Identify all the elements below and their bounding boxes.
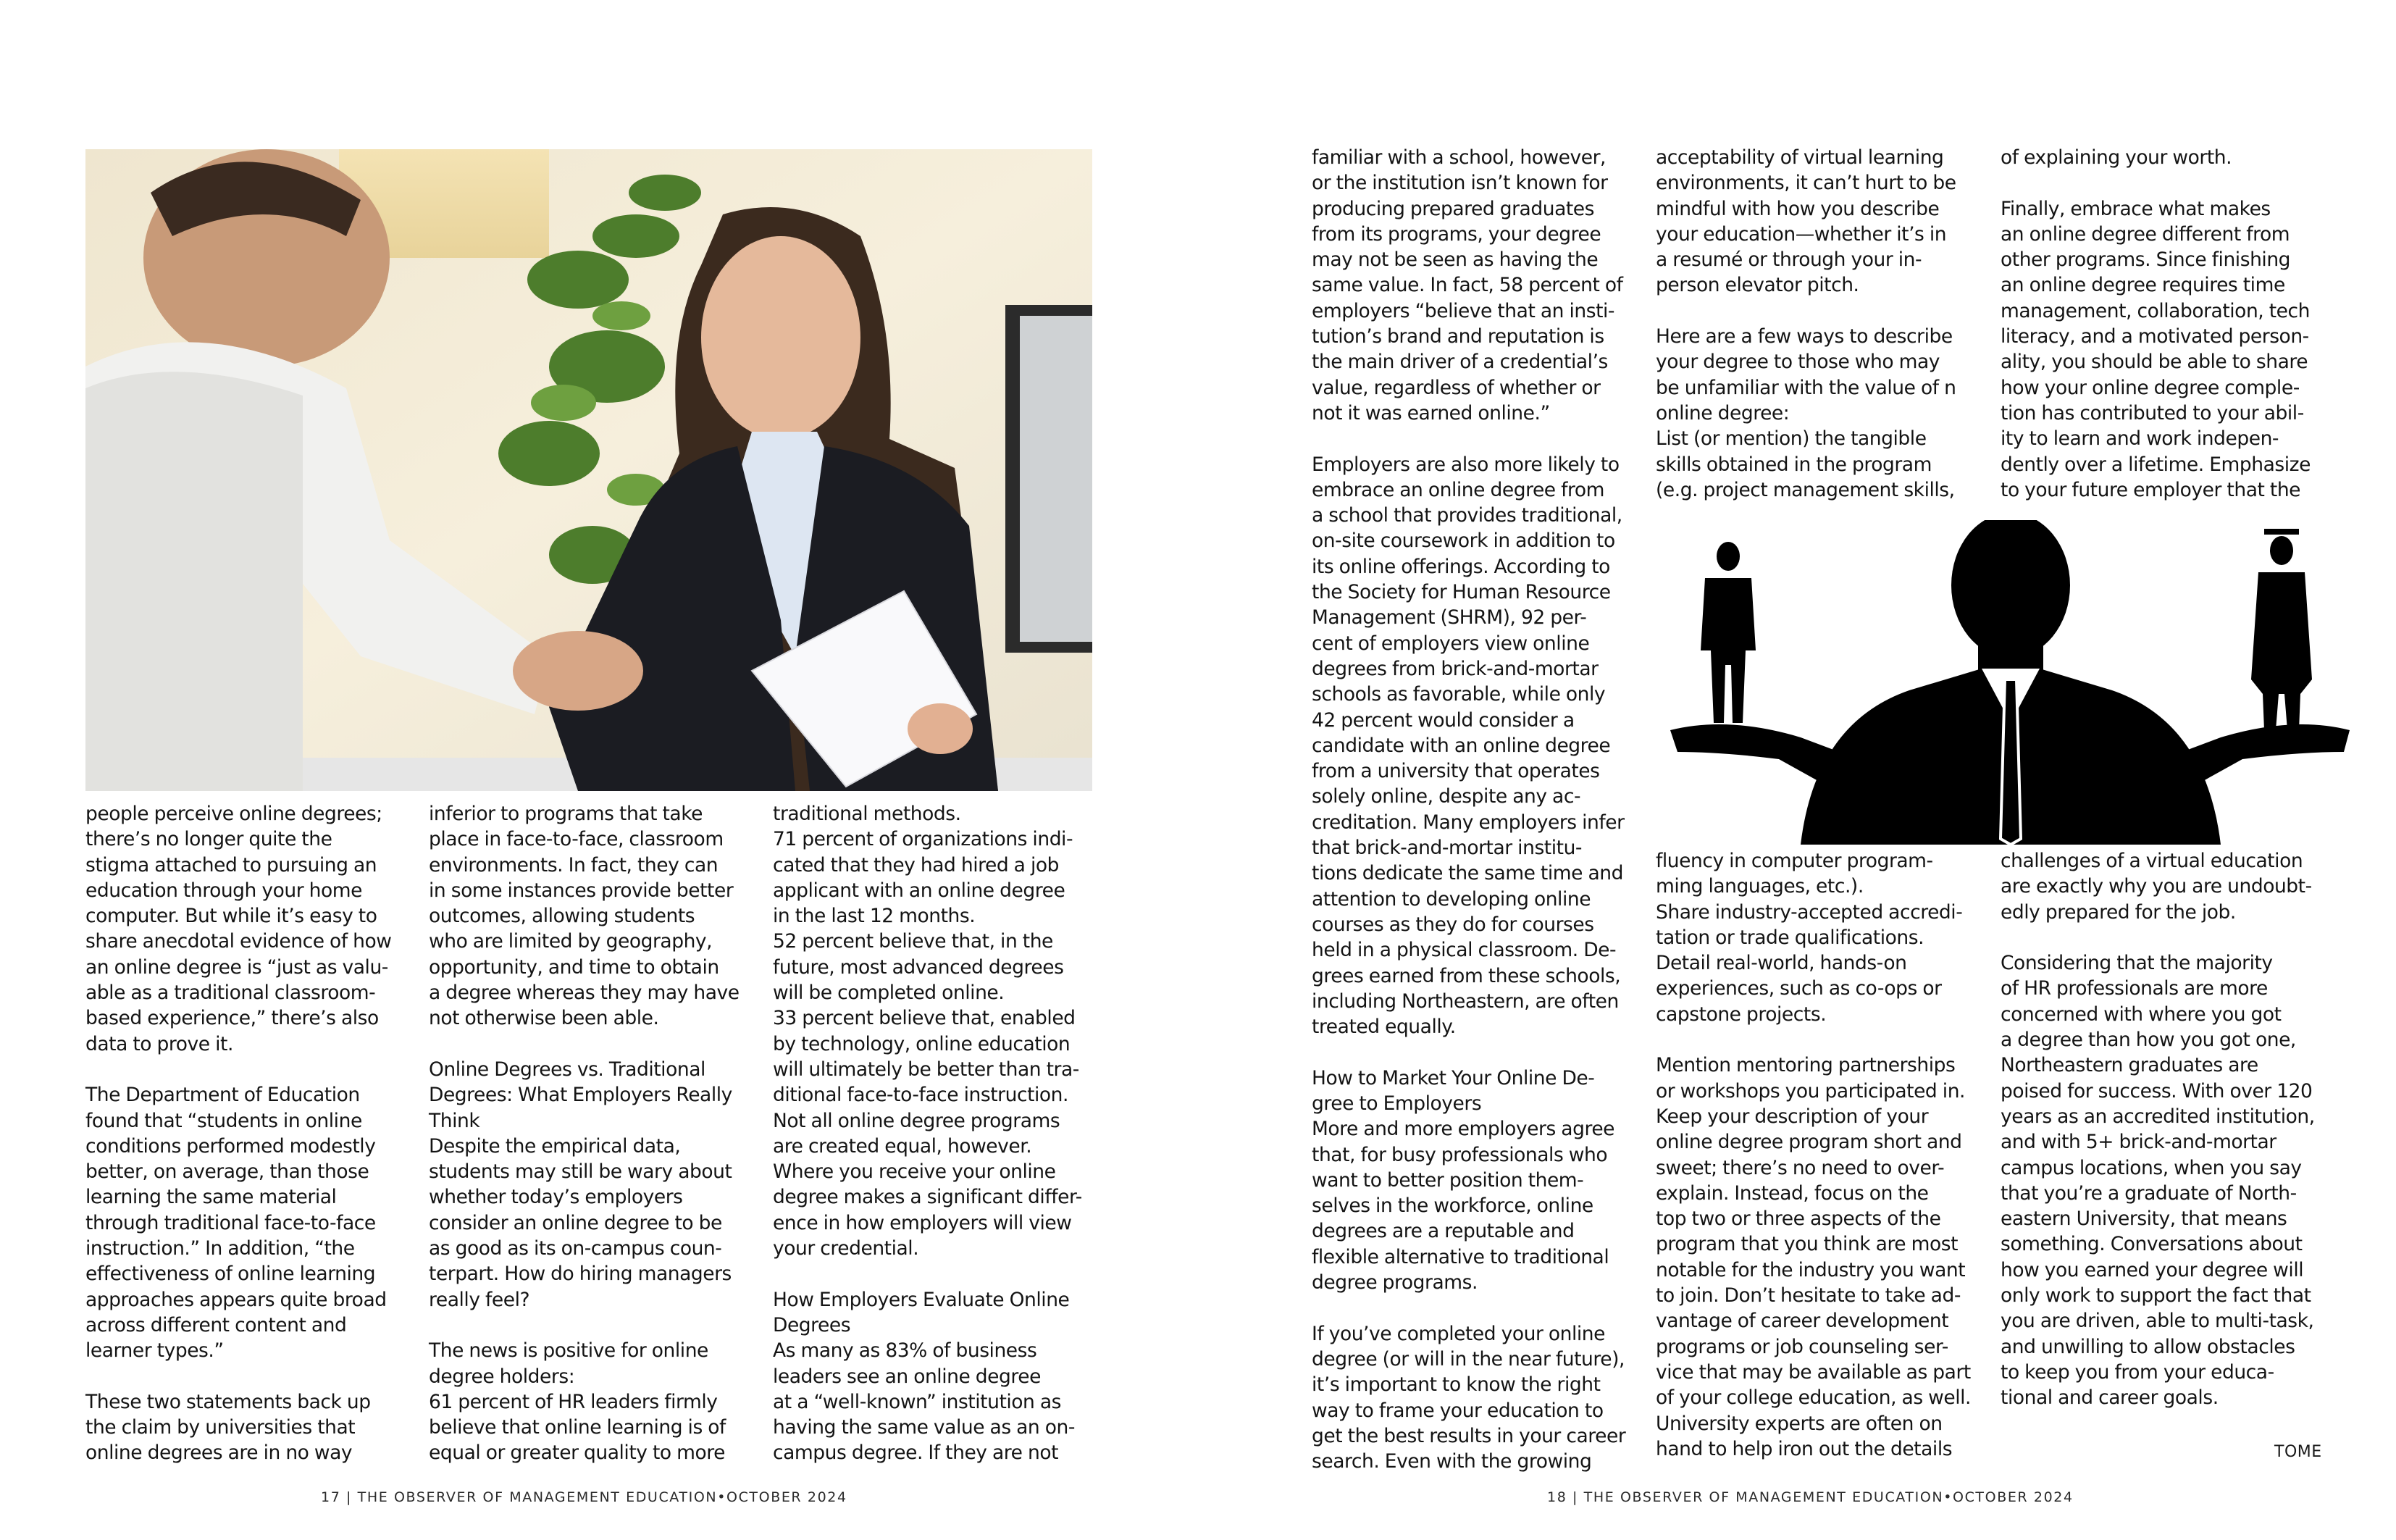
- text-line: held in a physical classroom. De-: [1312, 939, 1617, 962]
- text-line: Employers are also more likely to: [1312, 453, 1620, 476]
- left-page-column-1: [85, 801, 392, 1466]
- text-line: 33 percent believe that, enabled: [773, 1007, 1076, 1030]
- text-line: As many as 83% of business: [773, 1339, 1037, 1363]
- text-line: ditional face-to-face instruction.: [773, 1084, 1068, 1107]
- text-line: that you’re a graduate of North-: [2001, 1181, 2297, 1205]
- text-line: really feel?: [429, 1288, 530, 1311]
- text-line: place in face-to-face, classroom: [429, 828, 724, 851]
- text-line: equal or greater quality to more: [429, 1441, 726, 1465]
- text-line: online degree:: [1656, 401, 1790, 424]
- text-line: want to better position them-: [1312, 1168, 1584, 1192]
- text-line: 42 percent would consider a: [1312, 708, 1575, 732]
- text-line: or the institution isn’t known for: [1312, 172, 1608, 195]
- right-page-column-2-bottom: [1656, 848, 1971, 1462]
- text-line: selves in the workforce, online: [1312, 1194, 1593, 1218]
- text-line: an online degree is “just as valu-: [85, 955, 388, 979]
- business-silhouette-illustration: [1670, 520, 2350, 845]
- text-line: [429, 1313, 740, 1338]
- text-line: environments. In fact, they can: [429, 853, 719, 876]
- text-line: other programs. Since finishing: [2001, 248, 2291, 272]
- text-line: tions dedicate the same time and: [1312, 862, 1623, 885]
- text-line: 52 percent believe that, in the: [773, 930, 1053, 953]
- text-line: a degree whereas they may have: [429, 982, 740, 1005]
- text-line: explain. Instead, focus on the: [1656, 1181, 1929, 1205]
- text-line: employers “believe that an insti-: [1312, 299, 1615, 322]
- text-line: Where you receive your online: [773, 1160, 1056, 1184]
- text-line: person elevator pitch.: [1656, 274, 1859, 297]
- text-line: More and more employers agree: [1312, 1118, 1615, 1141]
- text-line: Detail real-world, hands-on: [1656, 952, 1907, 975]
- text-line: the main driver of a credential’s: [1312, 351, 1608, 374]
- text-line: its online offerings. According to: [1312, 555, 1610, 578]
- text-line: poised for success. With over 120: [2001, 1079, 2313, 1102]
- text-line: that, for busy professionals who: [1312, 1143, 1608, 1166]
- text-line: education through your home: [85, 879, 362, 902]
- text-line: way to frame your education to: [1312, 1399, 1604, 1422]
- text-line: are created equal, however.: [773, 1134, 1032, 1158]
- text-line: Degrees: What Employers Really: [429, 1084, 732, 1107]
- text-line: opportunity, and time to obtain: [429, 955, 719, 979]
- text-line: on-site coursework in addition to: [1312, 530, 1615, 553]
- text-line: get the best results in your career: [1312, 1424, 1626, 1447]
- text-line: tation or trade qualifications.: [1656, 926, 1924, 949]
- text-line: [1312, 426, 1625, 451]
- text-line: able as a traditional classroom-: [85, 982, 376, 1005]
- text-line: ming languages, etc.).: [1656, 875, 1864, 898]
- text-line: degree programs.: [1312, 1271, 1478, 1294]
- text-line: ity to learn and work indepen-: [2001, 427, 2279, 451]
- text-line: online degrees are in no way: [85, 1441, 353, 1465]
- text-line: environments, it can’t hurt to be: [1656, 172, 1956, 195]
- text-line: degrees are a reputable and: [1312, 1220, 1575, 1243]
- interview-photo: [85, 149, 1092, 791]
- text-line: Considering that the majority: [2001, 952, 2273, 975]
- text-line: to your future employer that the: [2001, 478, 2301, 501]
- text-line: value, regardless of whether or: [1312, 376, 1601, 399]
- text-line: an online degree different from: [2001, 222, 2290, 246]
- text-line: to keep you from your educa-: [2001, 1360, 2274, 1384]
- text-line: vice that may be available as part: [1656, 1360, 1971, 1384]
- text-line: tion has contributed to your abil-: [2001, 401, 2304, 424]
- text-line: [773, 1261, 1082, 1286]
- text-line: not it was earned online.”: [1312, 401, 1550, 424]
- text-line: be unfamiliar with the value of n: [1656, 376, 1956, 399]
- text-line: (e.g. project management skills,: [1656, 478, 1955, 501]
- author-signature: TOME: [2274, 1443, 2322, 1461]
- text-line: tution’s brand and reputation is: [1312, 325, 1604, 348]
- text-line: Despite the empirical data,: [429, 1134, 681, 1158]
- text-line: experiences, such as co-ops or: [1656, 977, 1942, 1000]
- text-line: share anecdotal evidence of how: [85, 930, 392, 953]
- text-line: degree (or will in the near future),: [1312, 1347, 1625, 1370]
- text-line: degree makes a significant differ-: [773, 1186, 1082, 1209]
- text-line: cated that they had hired a job: [773, 853, 1059, 876]
- text-line: 71 percent of organizations indi-: [773, 828, 1073, 851]
- text-line: Management (SHRM), 92 per-: [1312, 606, 1587, 629]
- text-line: only work to support the fact that: [2001, 1284, 2311, 1307]
- text-line: Mention mentoring partnerships: [1656, 1054, 1956, 1077]
- left-page-footer: 17 | THE OBSERVER OF MANAGEMENT EDUCATION•OCTOBER 2024: [321, 1489, 847, 1505]
- text-line: flexible alternative to traditional: [1312, 1245, 1609, 1268]
- text-line: programs or job counseling ser-: [1656, 1335, 1948, 1358]
- text-line: [429, 1031, 740, 1057]
- text-line: schools as favorable, while only: [1312, 683, 1606, 706]
- text-line: Here are a few ways to describe: [1656, 325, 1953, 348]
- text-line: something. Conversations about: [2001, 1233, 2303, 1256]
- text-line: by technology, online education: [773, 1032, 1071, 1055]
- text-line: learning the same material: [85, 1186, 337, 1209]
- text-line: learner types.”: [85, 1339, 224, 1363]
- text-line: [1312, 1295, 1625, 1321]
- text-line: solely online, despite any ac-: [1312, 785, 1581, 808]
- text-line: cent of employers view online: [1312, 632, 1590, 655]
- text-line: approaches appears quite broad: [85, 1288, 387, 1311]
- text-line: believe that online learning is of: [429, 1416, 726, 1439]
- text-line: or workshops you participated in.: [1656, 1079, 1966, 1102]
- text-line: you are driven, able to multi-task,: [2001, 1310, 2314, 1333]
- text-line: grees earned from these schools,: [1312, 964, 1621, 987]
- text-line: applicant with an online degree: [773, 879, 1065, 902]
- text-line: at a “well-known” institution as: [773, 1390, 1062, 1413]
- right-page-column-1: [1312, 145, 1625, 1474]
- right-page-footer: 18 | THE OBSERVER OF MANAGEMENT EDUCATION•OCTOBER 2024: [1547, 1489, 2074, 1505]
- text-line: tional and career goals.: [2001, 1386, 2219, 1410]
- text-line: the Society for Human Resource: [1312, 581, 1611, 604]
- text-line: hand to help iron out the details: [1656, 1437, 1953, 1460]
- text-line: embrace an online degree from: [1312, 478, 1604, 501]
- text-line: as good as its on-campus coun-: [429, 1237, 722, 1260]
- text-line: from its programs, your degree: [1312, 222, 1601, 246]
- text-line: Share industry-accepted accredi-: [1656, 900, 1963, 924]
- text-line: a degree than how you got one,: [2001, 1029, 2296, 1052]
- text-line: The news is positive for online: [429, 1339, 708, 1363]
- text-line: in the last 12 months.: [773, 905, 976, 928]
- right-page-column-3-top: [2001, 145, 2311, 503]
- text-line: of explaining your worth.: [2001, 146, 2232, 169]
- text-line: having the same value as an on-: [773, 1416, 1075, 1439]
- text-line: data to prove it.: [85, 1032, 233, 1055]
- text-line: eastern University, that means: [2001, 1208, 2287, 1231]
- text-line: outcomes, allowing students: [429, 905, 695, 928]
- text-line: based experience,” there’s also: [85, 1007, 379, 1030]
- text-line: Keep your description of your: [1656, 1105, 1929, 1128]
- text-line: people perceive online degrees;: [85, 803, 382, 825]
- text-line: If you’ve completed your online: [1312, 1322, 1606, 1345]
- text-line: the claim by universities that: [85, 1416, 356, 1439]
- text-line: how you earned your degree will: [2001, 1258, 2304, 1281]
- text-line: Finally, embrace what makes: [2001, 197, 2271, 220]
- text-line: courses as they do for courses: [1312, 913, 1594, 936]
- text-line: conditions performed modestly: [85, 1134, 376, 1158]
- text-line: consider an online degree to be: [429, 1211, 722, 1234]
- text-line: skills obtained in the program: [1656, 453, 1932, 476]
- text-line: challenges of a virtual education: [2001, 850, 2303, 872]
- text-line: are exactly why you are undoubt-: [2001, 875, 2312, 898]
- text-line: will ultimately be better than tra-: [773, 1058, 1079, 1081]
- text-line: acceptability of virtual learning: [1656, 146, 1944, 169]
- text-line: may not be seen as having the: [1312, 248, 1599, 272]
- text-line: fluency in computer program-: [1656, 850, 1933, 872]
- right-page-column-3-bottom: [2001, 848, 2315, 1411]
- text-line: Think: [429, 1109, 480, 1132]
- text-line: familiar with a school, however,: [1312, 146, 1607, 169]
- text-line: [85, 1364, 392, 1389]
- text-line: candidate with an online degree: [1312, 734, 1611, 757]
- text-line: 61 percent of HR leaders firmly: [429, 1390, 718, 1413]
- text-line: it’s important to know the right: [1312, 1373, 1601, 1397]
- text-line: found that “students in online: [85, 1109, 362, 1132]
- text-line: including Northeastern, are often: [1312, 989, 1619, 1013]
- text-line: vantage of career development: [1656, 1310, 1949, 1333]
- text-line: leaders see an online degree: [773, 1365, 1041, 1388]
- text-line: top two or three aspects of the: [1656, 1208, 1941, 1231]
- text-line: and unwilling to allow obstacles: [2001, 1335, 2295, 1358]
- text-line: List (or mention) the tangible: [1656, 427, 1927, 451]
- text-line: [2001, 925, 2315, 950]
- text-line: computer. But while it’s easy to: [85, 905, 377, 928]
- text-line: search. Even with the growing: [1312, 1450, 1592, 1473]
- text-line: program that you think are most: [1656, 1233, 1959, 1256]
- text-line: How Employers Evaluate Online: [773, 1288, 1070, 1311]
- text-line: who are limited by geography,: [429, 930, 713, 953]
- text-line: that brick-and-mortar institu-: [1312, 837, 1583, 860]
- text-line: from a university that operates: [1312, 760, 1600, 783]
- text-line: degrees from brick-and-mortar: [1312, 657, 1599, 680]
- text-line: of HR professionals are more: [2001, 977, 2268, 1000]
- text-line: years as an accredited institution,: [2001, 1105, 2315, 1128]
- text-line: literacy, and a motivated person-: [2001, 325, 2309, 348]
- text-line: [1656, 1027, 1971, 1053]
- text-line: ality, you should be able to share: [2001, 351, 2308, 374]
- text-line: better, on average, than those: [85, 1160, 369, 1184]
- text-line: your credential.: [773, 1237, 919, 1260]
- left-page-column-2: [429, 801, 740, 1466]
- text-line: edly prepared for the job.: [2001, 900, 2236, 924]
- text-line: [85, 1057, 392, 1082]
- text-line: of your college education, as well.: [1656, 1386, 1972, 1410]
- text-line: campus degree. If they are not: [773, 1441, 1059, 1465]
- text-line: treated equally.: [1312, 1016, 1456, 1039]
- text-line: students may still be wary about: [429, 1160, 732, 1184]
- text-line: to join. Don’t hesitate to take ad-: [1656, 1284, 1961, 1307]
- text-line: future, most advanced degrees: [773, 955, 1064, 979]
- text-line: Northeastern graduates are: [2001, 1054, 2258, 1077]
- text-line: producing prepared graduates: [1312, 197, 1595, 220]
- text-line: capstone projects.: [1656, 1003, 1827, 1026]
- text-line: gree to Employers: [1312, 1092, 1482, 1115]
- text-line: campus locations, when you say: [2001, 1156, 2302, 1179]
- text-line: and with 5+ brick-and-mortar: [2001, 1131, 2276, 1154]
- text-line: will be completed online.: [773, 982, 1005, 1005]
- text-line: attention to developing online: [1312, 887, 1591, 911]
- text-line: in some instances provide better: [429, 879, 734, 902]
- text-line: your degree to those who may: [1656, 351, 1940, 374]
- text-line: concerned with where you got: [2001, 1003, 2282, 1026]
- text-line: whether today’s employers: [429, 1186, 683, 1209]
- text-line: Online Degrees vs. Traditional: [429, 1058, 705, 1081]
- text-line: a resumé or through your in-: [1656, 248, 1922, 272]
- text-line: stigma attached to pursuing an: [85, 853, 377, 876]
- text-line: mindful with how you describe: [1656, 197, 1940, 220]
- text-line: The Department of Education: [85, 1084, 360, 1107]
- text-line: across different content and: [85, 1313, 347, 1336]
- text-line: management, collaboration, tech: [2001, 299, 2310, 322]
- text-line: [1312, 1039, 1625, 1065]
- text-line: [1656, 298, 1956, 324]
- text-line: effectiveness of online learning: [85, 1263, 376, 1286]
- text-line: How to Market Your Online De-: [1312, 1066, 1595, 1089]
- text-line: dently over a lifetime. Emphasize: [2001, 453, 2311, 476]
- text-line: your education—whether it’s in: [1656, 222, 1947, 246]
- text-line: [2001, 170, 2311, 196]
- text-line: terpart. How do hiring managers: [429, 1263, 732, 1286]
- text-line: These two statements back up: [85, 1390, 371, 1413]
- text-line: Not all online degree programs: [773, 1109, 1060, 1132]
- text-line: not otherwise been able.: [429, 1007, 659, 1030]
- right-page-column-2-top: [1656, 145, 1956, 503]
- text-line: there’s no longer quite the: [85, 828, 332, 851]
- text-line: same value. In fact, 58 percent of: [1312, 274, 1623, 297]
- text-line: how your online degree comple-: [2001, 376, 2300, 399]
- text-line: an online degree requires time: [2001, 274, 2285, 297]
- text-line: ence in how employers will view: [773, 1211, 1072, 1234]
- text-line: instruction.” In addition, “the: [85, 1237, 355, 1260]
- text-line: University experts are often on: [1656, 1412, 1943, 1435]
- text-line: a school that provides traditional,: [1312, 504, 1622, 527]
- text-line: sweet; there’s no need to over-: [1656, 1156, 1945, 1179]
- text-line: through traditional face-to-face: [85, 1211, 376, 1234]
- left-page-column-3: [773, 801, 1082, 1466]
- text-line: traditional methods.: [773, 803, 961, 825]
- text-line: Degrees: [773, 1313, 851, 1336]
- text-line: creditation. Many employers infer: [1312, 811, 1625, 834]
- text-line: online degree program short and: [1656, 1131, 1962, 1154]
- text-line: inferior to programs that take: [429, 803, 703, 825]
- text-line: notable for the industry you want: [1656, 1258, 1966, 1281]
- text-line: degree holders:: [429, 1365, 575, 1388]
